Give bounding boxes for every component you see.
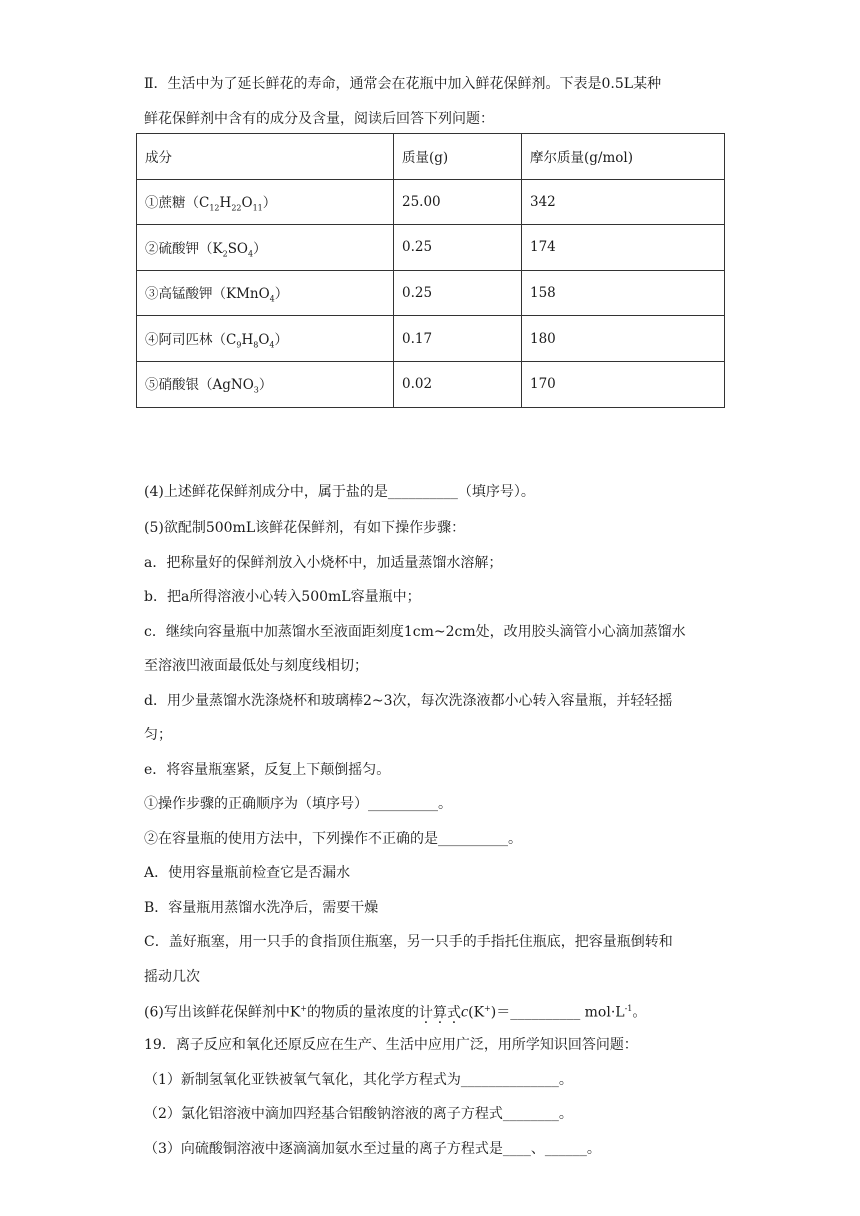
component-molar-mass: 170	[522, 361, 725, 407]
step-b: b．把a所得溶液小心转入500mL容量瓶中；	[144, 589, 421, 605]
step-c-line-2: 至溶液凹液面最低处与刻度线相切；	[144, 658, 368, 674]
step-a: a．把称量好的保鲜剂放入小烧杯中，加适量蒸馏水溶解；	[144, 555, 503, 571]
header-component: 成分	[137, 134, 394, 180]
table-row	[137, 361, 725, 407]
component-mass: 0.25	[394, 225, 522, 271]
component-molar-mass: 342	[522, 179, 725, 225]
question-6: (6)写出该鲜花保鲜剂中K+的物质的量浓度的计算式c(K+)＝__________ $mol\cdot L^{-1}$。	[144, 1003, 647, 1021]
question-4: (4)上述鲜花保鲜剂成分中，属于盐的是__________（填序号）。	[144, 484, 535, 500]
step-e: e．将容量瓶塞紧，反复上下颠倒摇匀。	[144, 762, 391, 778]
step-d-line-1: d．用少量蒸馏水洗涤烧杯和玻璃棒2~3次，每次洗涤液都小心转入容量瓶，并轻轻摇	[144, 693, 673, 709]
component-name: ④阿司匹林$(C_9H_8O_4)$	[137, 316, 394, 362]
component-name: ①蔗糖$(C_{12}H_{22}O_{11})$	[137, 179, 394, 225]
option-a: A．使用容量瓶前检查它是否漏水	[144, 865, 351, 881]
header-molar-mass: 摩尔质量(g/mol)	[522, 134, 725, 180]
component-name: ②硫酸钾$(K_2SO_4)$	[137, 225, 394, 271]
table-row	[137, 270, 725, 316]
table-header-row	[137, 134, 725, 180]
component-molar-mass: 158	[522, 270, 725, 316]
component-name: ⑤硝酸银（AgNO$_3$）	[137, 361, 394, 407]
option-c-line-2: 摇动几次	[144, 969, 200, 985]
sub-question-1: ①操作步骤的正确顺序为（填序号）__________。	[144, 796, 452, 812]
option-b: B．容量瓶用蒸馏水洗净后，需要干燥	[144, 900, 379, 916]
header-mass: 质量(g)	[394, 134, 522, 180]
component-mass: 0.02	[394, 361, 522, 407]
sub-question-2: ②在容量瓶的使用方法中，下列操作不正确的是__________。	[144, 831, 522, 847]
component-molar-mass: 180	[522, 316, 725, 362]
table-row	[137, 225, 725, 271]
component-mass: 25.00	[394, 179, 522, 225]
option-c-line-1: C．盖好瓶塞，用一只手的食指顶住瓶塞，另一只手的手指托住瓶底，把容量瓶倒转和	[144, 934, 673, 950]
component-molar-mass: 174	[522, 225, 725, 271]
table-row	[137, 179, 725, 225]
question-19-2: （2）氯化铝溶液中滴加四羟基合铝酸钠溶液的离子方程式________。	[144, 1106, 573, 1122]
question-19-1: （1）新制氢氧化亚铁被氧气氧化，其化学方程式为______________。	[144, 1072, 573, 1088]
component-name: ③高锰酸钾（KMnO$_4$）	[137, 270, 394, 316]
step-d-line-2: 匀；	[144, 727, 172, 743]
question-5: (5)欲配制500mL该鲜花保鲜剂，有如下操作步骤：	[144, 520, 466, 536]
question-19-3: （3）向硫酸铜溶液中逐滴滴加氨水至过量的离子方程式是____、______。	[144, 1141, 601, 1157]
intro-line-1: Ⅱ．生活中为了延长鲜花的寿命，通常会在花瓶中加入鲜花保鲜剂。下表是0.5L某种	[144, 76, 662, 92]
table-row	[137, 316, 725, 362]
composition-table	[136, 133, 725, 408]
component-mass: 0.25	[394, 270, 522, 316]
intro-line-2: 鲜花保鲜剂中含有的成分及含量，阅读后回答下列问题：	[144, 111, 494, 127]
question-19: 19．离子反应和氧化还原反应在生产、生活中应用广泛，用所学知识回答问题：	[144, 1037, 638, 1053]
component-mass: 0.17	[394, 316, 522, 362]
step-c-line-1: c．继续向容量瓶中加蒸馏水至液面距刻度1cm~2cm处，改用胶头滴管小心滴加蒸馏水	[144, 624, 686, 640]
